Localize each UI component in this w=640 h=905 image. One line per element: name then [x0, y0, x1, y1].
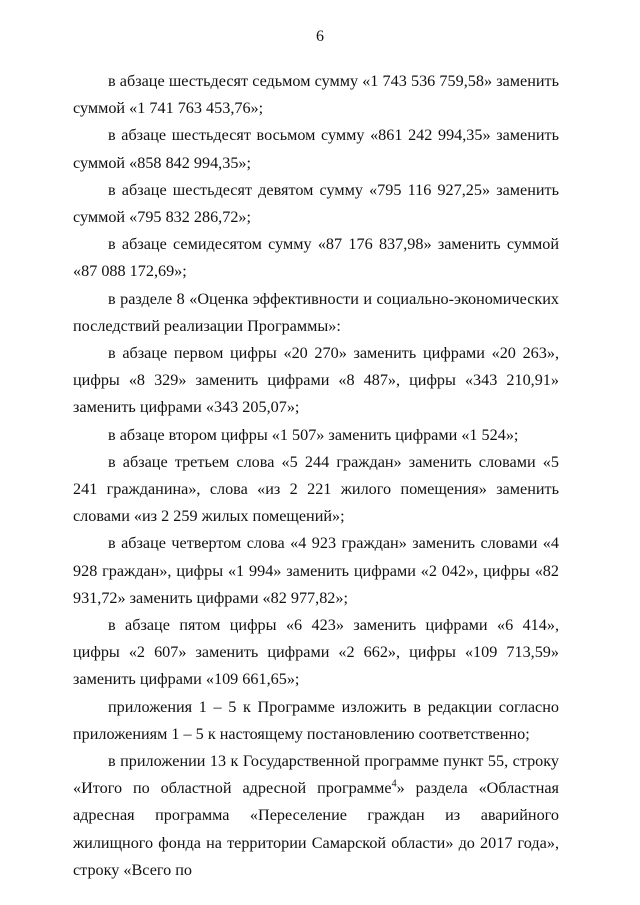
paragraph-2: в абзаце шестьдесят восьмом сумму «861 242 994,35» заменить суммой «858 842 994,35»; [73, 126, 559, 172]
paragraph-12-end: » раздела «Областная адресная программа «Переселение граждан из аварийного жилищного фонда на территории Самарской области» до 2017 года», строку «Всего по [73, 779, 560, 879]
paragraph-12 [73, 748, 559, 884]
paragraph-3: в абзаце шестьдесят девятом сумму «795 116 927,25» заменить суммой «795 832 286,72»; [73, 180, 559, 227]
paragraph-7: в абзаце втором цифры «1 507» заменить цифрами «1 524»; [108, 425, 519, 444]
paragraph-10: в абзаце пятом цифры «6 423» заменить цифрами «6 414», цифры «2 607» заменить цифрами «2 662», цифры «109 713,59» заменить цифрами «109 661,65»; [73, 616, 559, 689]
paragraph-11: приложения 1 – 5 к Программе изложить в редакции согласно приложениям 1 – 5 к настоящему постановлению соответственно; [73, 697, 559, 743]
footnote-mark: 4 [391, 778, 397, 790]
page-number: 6 [316, 28, 324, 45]
paragraph-6: в абзаце первом цифры «20 270» заменить цифрами «20 263», цифры «8 329» заменить цифрами «8 487», цифры «343 210,91» заменить цифрами «343 205,07»; [73, 344, 559, 417]
document-body [73, 68, 559, 884]
paragraph-8: в абзаце третьем слова «5 244 граждан» заменить словами «5 241 гражданина», слова «из 2 221 жилого помещения» заменить словами «из 2 259 жилых помещений»; [73, 452, 559, 526]
paragraph-12-start: в приложении 13 к Государственной программе пункт 55, строку «Итого по областной адресной программе [73, 752, 559, 798]
paragraph-1: в абзаце шестьдесят седьмом сумму «1 743 536 759,58» заменить суммой «1 741 763 453,76»; [73, 72, 559, 118]
paragraph-4: в абзаце семидесятом сумму «87 176 837,98» заменить суммой «87 088 172,69»; [73, 235, 559, 281]
paragraph-5: в разделе 8 «Оценка эффективности и социально-экономических последствий реализации Программы»: [73, 289, 559, 335]
paragraph-9: в абзаце четвертом слова «4 923 граждан» заменить словами «4 928 граждан», цифры «1 994» заменить цифрами «2 042», цифры «82 931,72» заменить цифрами «82 977,82»; [73, 534, 559, 607]
